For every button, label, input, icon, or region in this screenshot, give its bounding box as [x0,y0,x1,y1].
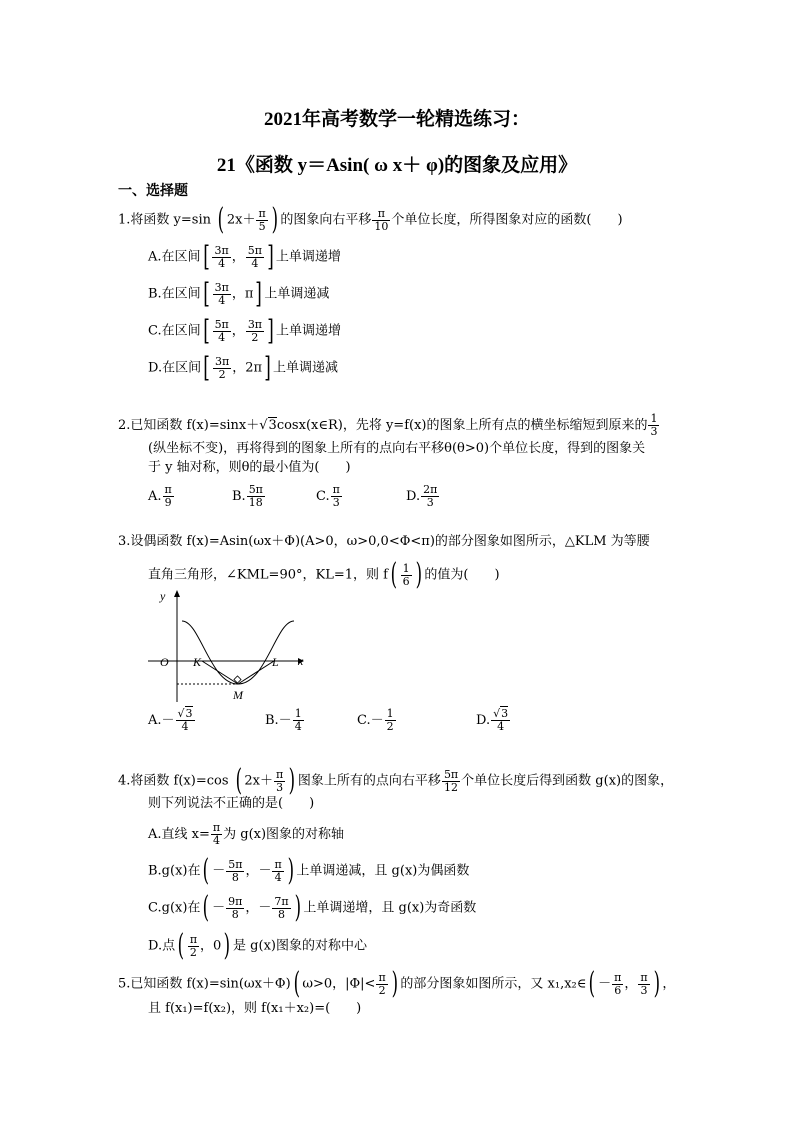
q3-option-d[interactable]: D. $\frac{√3}{4}$ [476,707,509,733]
q1-frac-pi5: $\frac{\pi}{5}$ [258,206,266,233]
title-line-1: 2021年高考数学一轮精选练习： [263,109,530,130]
label-y: y [160,589,166,603]
q4-option-a[interactable]: A.直线 x= $\frac{\pi}{4}$ 为 g(x)图象的对称轴 [148,821,345,847]
q3-function-graph [148,588,310,702]
q3-option-a[interactable]: A.－ $\frac{√3}{4}$ [148,707,193,733]
q1-option-d[interactable]: D.在区间[ $\frac{3\pi}{2}$ ，2π] 上单调递减 [148,351,339,384]
q4-line-2: 则下列说法不正确的是( ) [148,796,315,811]
label-l: L [272,655,279,669]
label-m: M [233,688,243,702]
q1-stem [118,202,623,237]
paren-right: ) [271,202,278,237]
q4-option-d[interactable]: D.点( $\frac{\pi}{2}$ ，0) 是 g(x)图象的对称中心 [148,928,367,963]
label-k: K [193,655,202,669]
q3-line-2: 直角三角形，∠KML=90°，KL=1，则 f( $\frac{1}{6}$ ) 的值为( ) [148,557,500,592]
sqrt-symbol: √3 [259,418,277,433]
q1-option-a[interactable]: A.在区间[ $\frac{3\pi}{4}$ ， $\frac{5\pi}{4}$ ] 上单调递增 [148,240,341,273]
q3-option-c[interactable]: C.－ $\frac{1}{2}$ [357,707,394,733]
paren-left: ( [217,202,225,237]
q1-stem-mid: 的图象向右平移 [280,212,372,228]
label-x: x [298,654,304,668]
q1-frac-pi10: $\frac{\pi}{10}$ [374,206,389,233]
q4-line-1: 4.将函数 f(x)=cos ( 2x＋ $\frac{\pi}{3}$ ) 图象上所有的点向右平移 $\frac{5\pi}{12}$ 个单位长度后得到函数 g(x)的图象， [118,763,674,798]
q2-line-2: (纵坐标不变)，再将得到的图象上所有的点向右平移θ(θ>0)个单位长度，得到的图象关 [148,441,646,456]
segment-ml [238,661,274,684]
q5-line-1: 5.已知函数 f(x)=sin(ωx＋Φ)( ω>0，|Φ|< $\frac{\pi}{2}$ ) 的部分图象如图所示，又 x₁,x₂∈( － $\frac{\pi}{6}$ ， $\frac{\pi}{3}$ ) ， [118,966,676,1001]
q1-stem-pre: 1.将函数 y=sin [118,212,211,228]
q2-option-b[interactable]: B. $\frac{5\pi}{18}$ [232,483,263,509]
y-axis-arrow [174,590,180,597]
q4-option-c[interactable]: C.g(x)在( － $\frac{9\pi}{8}$ ，－ $\frac{7\pi}{8}$ ) 上单调递增，且 g(x)为奇函数 [148,890,477,925]
curve [182,621,294,684]
q4-option-b[interactable]: B.g(x)在( － $\frac{5\pi}{8}$ ，－ $\frac{\pi}{4}$ ) 上单调递减，且 g(x)为偶函数 [148,853,470,888]
label-o: O [160,655,169,669]
q2-line-3: 于 y 轴对称，则θ的最小值为( ) [148,460,351,475]
q2-option-c[interactable]: C. $\frac{\pi}{3}$ [316,483,340,509]
q3-line-1: 3.设偶函数 f(x)=Asin(ωx＋Φ)(A>0，ω>0,0<Φ<π)的部分图象如图所示，△KLM 为等腰 [118,534,650,549]
q2-option-d[interactable]: D. $\frac{2\pi}{3}$ [406,483,438,509]
q1-option-b[interactable]: B.在区间[ $\frac{3\pi}{4}$ ，π] 上单调递减 [148,277,330,310]
segment-km [202,661,238,684]
q3-option-b[interactable]: B.－ $\frac{1}{4}$ [265,707,302,733]
section-heading: 一、选择题 [118,183,188,199]
q5-line-2: 且 f(x₁)=f(x₂)，则 f(x₁＋x₂)=( ) [148,1001,362,1016]
q1-arg: 2x＋ [226,212,256,228]
q2-option-a[interactable]: A. $\frac{\pi}{9}$ [148,483,172,509]
title-line-2: 21《函数 y＝Asin( ω x＋ φ)的图象及应用》 [216,155,578,176]
q1-option-c[interactable]: C.在区间[ $\frac{5\pi}{4}$ ， $\frac{3\pi}{2}$ ] 上单调递增 [148,314,341,347]
q2-line-1: 2.已知函数 f(x)=sinx＋√3cosx(x∈R)，先将 y=f(x)的图象上所有点的横坐标缩短到原来的 $\frac{1}{3}$ [118,412,658,438]
q1-stem-post: 个单位长度，所得图象对应的函数( ) [391,212,623,228]
